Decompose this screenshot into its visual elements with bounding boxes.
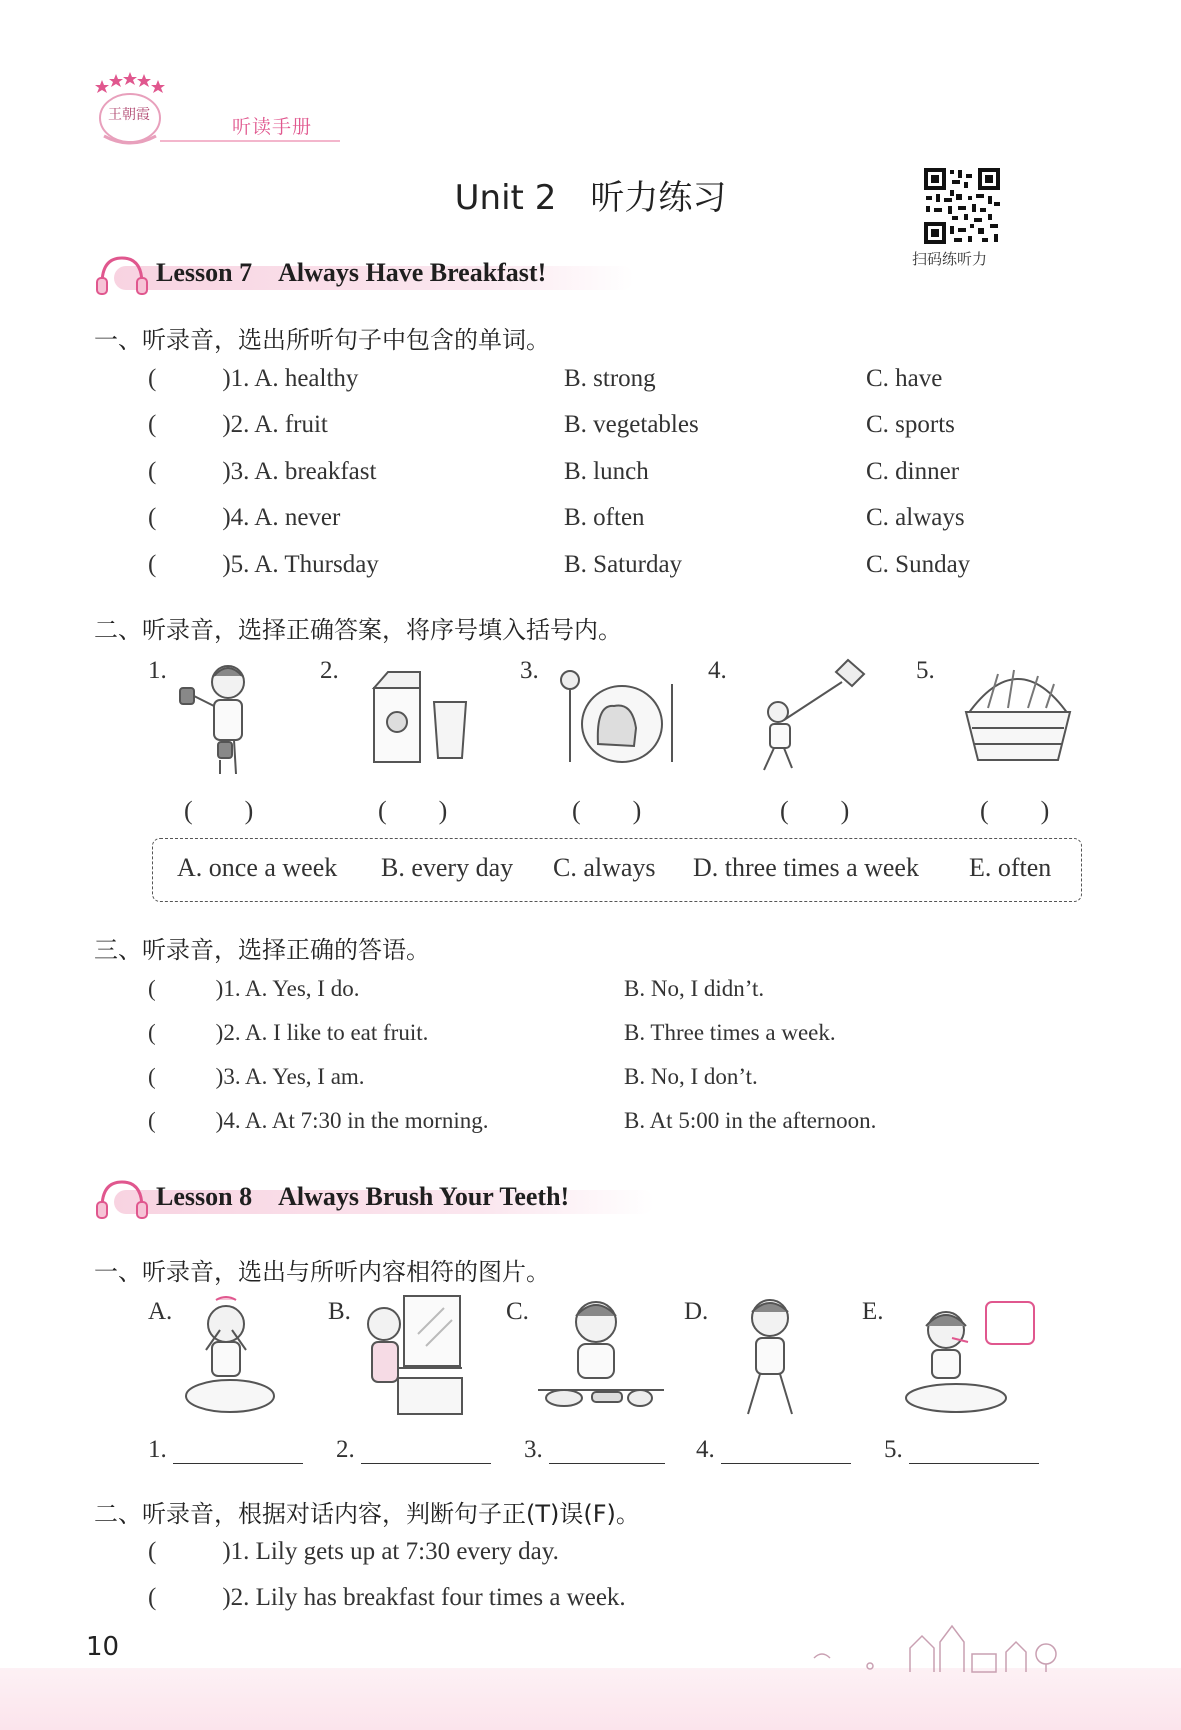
- l7-p2-num-5: 5.: [916, 657, 935, 684]
- l8-p1-label-a: A.: [148, 1298, 173, 1325]
- l8-p1-blank-5[interactable]: 5.: [884, 1436, 1039, 1464]
- boy-lifting-dumbbells-icon: [176, 660, 272, 776]
- option-e: E. often: [969, 853, 1052, 882]
- l7-p1-q3-c: C. dinner: [866, 458, 960, 485]
- page-title: Unit 2 听力练习: [454, 178, 727, 218]
- lesson-7-name: Lesson 7: [156, 258, 253, 287]
- l7-p1-q5-b: B. Saturday: [564, 551, 683, 578]
- l8-p1-label-c: C.: [506, 1298, 529, 1325]
- l7-p3-q1: ( )1. A. Yes, I do.: [148, 976, 360, 1001]
- l7-p3-q2-b: B. Three times a week.: [624, 1020, 836, 1045]
- answer-paren[interactable]: (: [148, 976, 156, 1001]
- option-b: B. every day: [381, 853, 514, 882]
- answer-paren[interactable]: (: [148, 1020, 156, 1045]
- option-a: A. once a week: [177, 853, 338, 882]
- page-number: 10: [86, 1632, 120, 1662]
- boy-walking-icon: [730, 1294, 810, 1418]
- l8-p2-q2: ( )2. Lily has breakfast four times a week.: [148, 1584, 626, 1611]
- headphones-icon: [94, 1176, 150, 1222]
- option-c: C. always: [553, 853, 656, 882]
- lesson-8-banner: [94, 1176, 654, 1224]
- l7-part1-heading: 一、听录音，选出所听句子中包含的单词。: [94, 326, 550, 354]
- logo-text: 王朝霞: [108, 107, 150, 123]
- l7-p2-answer-1[interactable]: ( ): [184, 796, 254, 825]
- answer-paren[interactable]: (: [148, 504, 157, 531]
- qr-caption: 扫码练听力: [912, 250, 988, 268]
- l7-p1-q4-b: B. often: [564, 504, 645, 531]
- girl-washing-face-icon: [180, 1294, 280, 1416]
- l7-p3-q4: ( )4. A. At 7:30 in the morning.: [148, 1108, 489, 1133]
- boy-eating-icon: [536, 1294, 666, 1416]
- choice-box: [152, 838, 1082, 902]
- l7-p1-q2-c: C. sports: [866, 411, 955, 438]
- l8-p1-label-b: B.: [328, 1298, 351, 1325]
- answer-paren[interactable]: (: [148, 365, 157, 392]
- l7-p1-q1-c: C. have: [866, 365, 943, 392]
- l7-p1-q1: ( )1. A. healthy: [148, 365, 359, 392]
- boy-flying-kite-icon: [752, 656, 872, 776]
- qr-code-icon[interactable]: [922, 166, 1002, 246]
- l7-p3-q4-b: B. At 5:00 in the afternoon.: [624, 1108, 877, 1133]
- l7-p2-num-2: 2.: [320, 657, 339, 684]
- answer-paren[interactable]: (: [148, 411, 157, 438]
- milk-carton-and-glass-icon: [370, 668, 474, 764]
- l8-p1-blank-3[interactable]: 3.: [524, 1436, 665, 1464]
- option-d: D. three times a week: [693, 853, 919, 882]
- header-label: 听读手册: [232, 116, 313, 138]
- answer-paren[interactable]: (: [148, 551, 157, 578]
- lesson-7-banner: [94, 252, 634, 300]
- l8-p2-q1: ( )1. Lily gets up at 7:30 every day.: [148, 1538, 559, 1565]
- l7-p1-q3-b: B. lunch: [564, 458, 649, 485]
- girl-washing-hands-icon: [354, 1294, 464, 1416]
- l7-p2-answer-3[interactable]: ( ): [572, 796, 642, 825]
- l7-p3-q2: ( )2. A. I like to eat fruit.: [148, 1020, 429, 1045]
- lesson-8-name: Lesson 8: [156, 1182, 253, 1211]
- l7-p2-answer-4[interactable]: ( ): [780, 796, 850, 825]
- l7-p3-q1-b: B. No, I didn’t.: [624, 976, 765, 1001]
- l8-p1-blank-2[interactable]: 2.: [336, 1436, 491, 1464]
- answer-paren[interactable]: (: [148, 1538, 157, 1565]
- l7-p2-num-1: 1.: [148, 657, 167, 684]
- l7-p1-q2: ( )2. A. fruit: [148, 411, 328, 438]
- l7-p1-q4-c: C. always: [866, 504, 965, 531]
- header-divider: [160, 140, 340, 142]
- vegetable-basket-icon: [958, 664, 1078, 768]
- girl-brushing-teeth-icon: [896, 1296, 1040, 1416]
- l8-p1-blank-4[interactable]: 4.: [696, 1436, 851, 1464]
- l7-p1-q4: ( )4. A. never: [148, 504, 341, 531]
- l8-p1-label-e: E.: [862, 1298, 884, 1325]
- l8-part2-heading: 二、听录音，根据对话内容，判断句子正(T)误(F)。: [94, 1500, 640, 1528]
- answer-paren[interactable]: (: [148, 1584, 157, 1611]
- lesson-8-title: Always Brush Your Teeth!: [278, 1182, 570, 1211]
- l7-part2-heading: 二、听录音，选择正确答案，将序号填入括号内。: [94, 616, 622, 644]
- answer-paren[interactable]: (: [148, 458, 157, 485]
- l7-p2-num-4: 4.: [708, 657, 727, 684]
- l7-p2-answer-5[interactable]: ( ): [980, 796, 1050, 825]
- lesson-7-title: Always Have Breakfast!: [278, 258, 547, 287]
- l7-p3-q3-b: B. No, I don’t.: [624, 1064, 758, 1089]
- castle-house-decoration-icon: [810, 1618, 1070, 1678]
- answer-paren[interactable]: (: [148, 1064, 156, 1089]
- l7-p3-q3: ( )3. A. Yes, I am.: [148, 1064, 365, 1089]
- l7-p1-q3: ( )3. A. breakfast: [148, 458, 377, 485]
- bread-plate-icon: [556, 666, 680, 766]
- l7-p1-q2-b: B. vegetables: [564, 411, 699, 438]
- l7-p2-answer-2[interactable]: ( ): [378, 796, 448, 825]
- l8-part1-heading: 一、听录音，选出与所听内容相符的图片。: [94, 1258, 550, 1286]
- answer-paren[interactable]: (: [148, 1108, 156, 1133]
- l7-part3-heading: 三、听录音，选择正确的答语。: [94, 936, 430, 964]
- l7-p1-q1-b: B. strong: [564, 365, 656, 392]
- l8-p1-blank-1[interactable]: 1.: [148, 1436, 303, 1464]
- l8-p1-label-d: D.: [684, 1298, 709, 1325]
- headphones-icon: [94, 252, 150, 298]
- l7-p1-q5-c: C. Sunday: [866, 551, 971, 578]
- l7-p1-q5: ( )5. A. Thursday: [148, 551, 379, 578]
- l7-p2-num-3: 3.: [520, 657, 539, 684]
